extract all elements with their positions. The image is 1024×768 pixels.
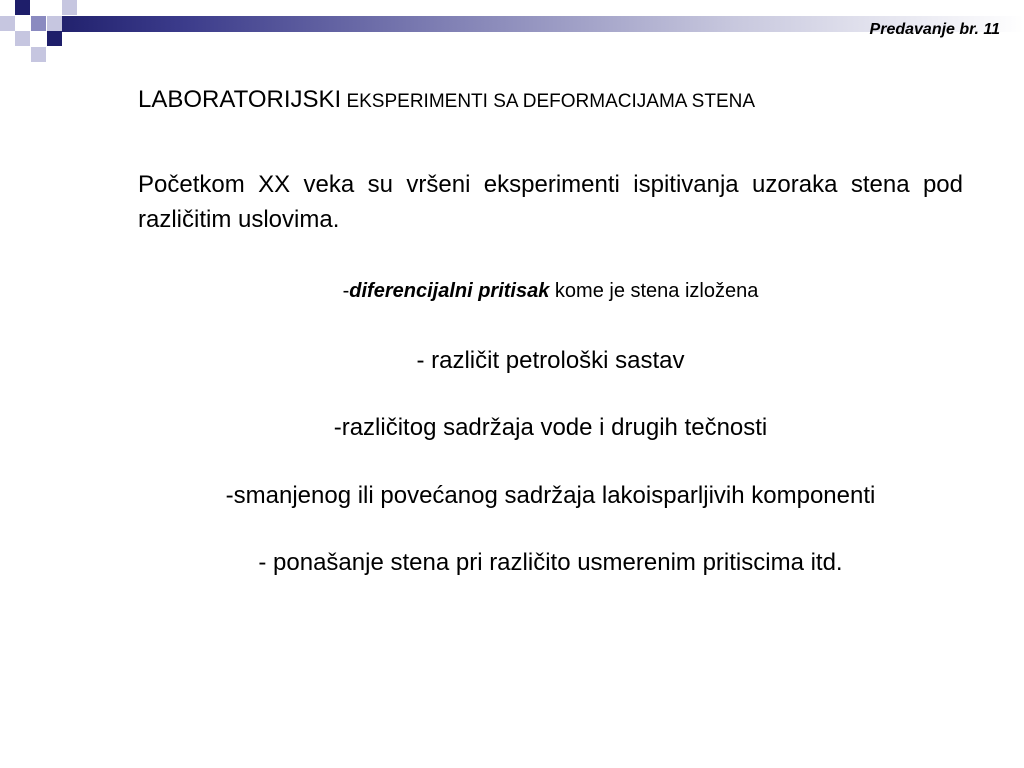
bullet-differential-pressure [138,280,963,303]
bullet-directed-pressures: - ponašanje stena pri različito usmerenim pritiscima itd. [258,549,843,576]
intro-paragraph: Početkom XX veka su vršeni eksperimenti ispitivanja uzoraka stena pod različitim uslovima. [138,171,963,233]
deco-square [47,31,62,46]
bullet-rest: kome je stena izložena [549,280,759,302]
title-rest: EKSPERIMENTI SA DEFORMACIJAMA STENA [341,91,756,112]
title-lead: LABORATORIJSKI [138,86,342,113]
bullet-petrological-composition: - različit petrološki sastav [416,347,685,374]
deco-square [0,16,15,31]
deco-square [31,16,46,31]
deco-square [15,0,30,15]
bullet-volatile-components: -smanjenog ili povećanog sadržaja lakoisparljivih komponenti [225,482,876,509]
deco-square [31,47,46,62]
slide-title [138,86,755,114]
deco-square [62,0,77,15]
bullet-dash: - [342,280,350,302]
lecture-number-label: Predavanje br. 11 [869,21,1000,38]
deco-square [15,31,30,46]
deco-square [47,16,62,31]
decorative-squares [0,0,80,64]
bullet-emphasis: diferencijalni pritisak [349,280,550,302]
bullet-water-content: -različitog sadržaja vode i drugih tečnosti [333,414,768,441]
